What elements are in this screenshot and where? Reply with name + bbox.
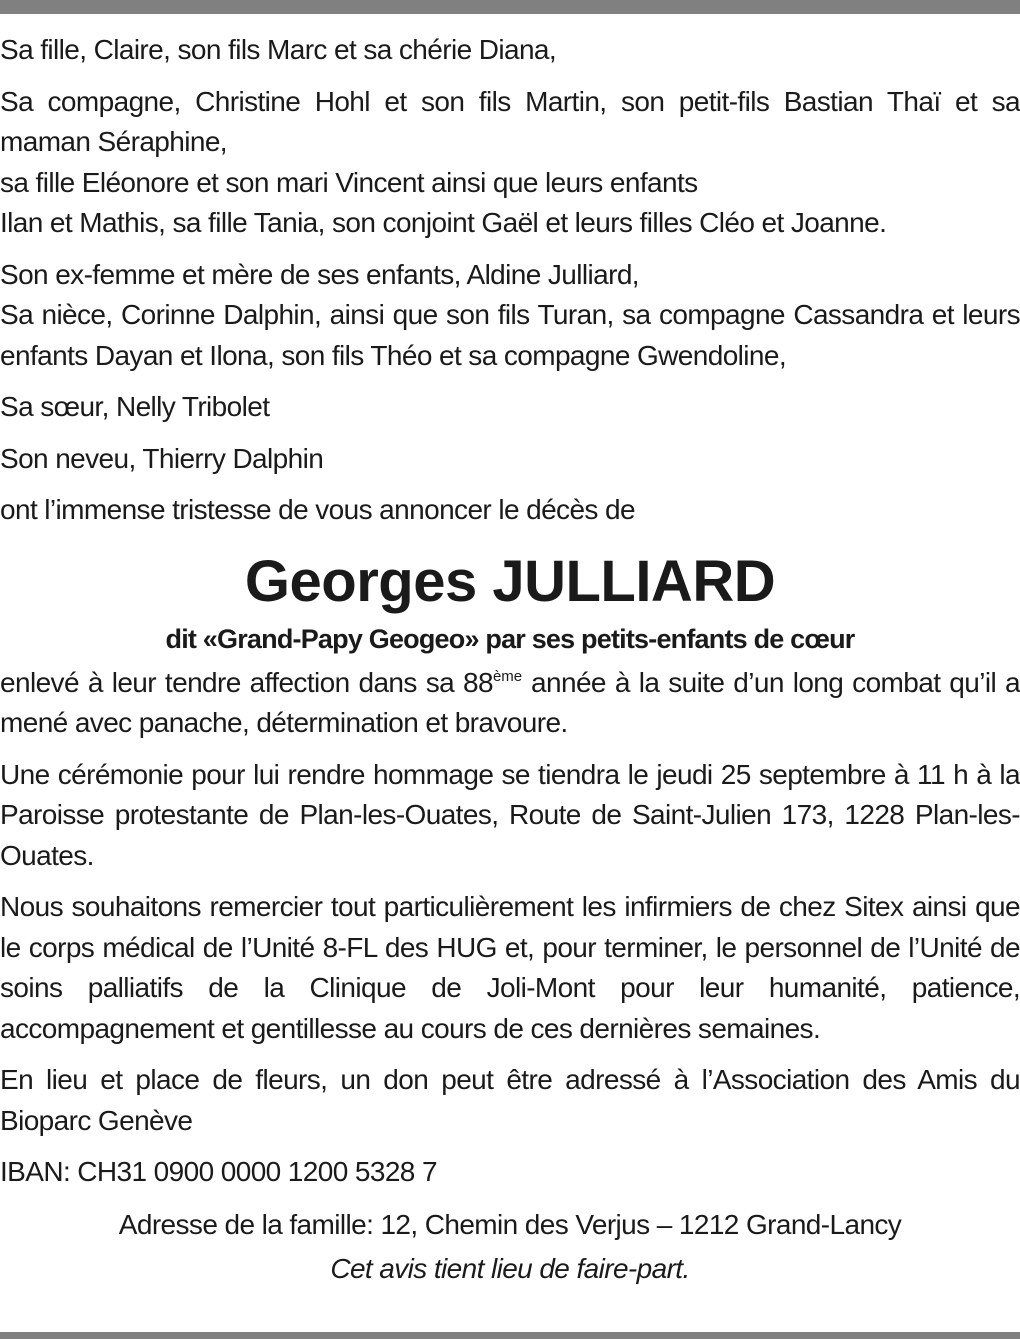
ceremony-paragraph: Une cérémonie pour lui rendre hommage se tiendra le jeudi 25 septembre à 11 h à la Paroisse protestante de Plan-les-Ouates, Route de Saint-Julien 173, 1228 Plan-les-Ouates.	[0, 758, 1020, 871]
passing-text-before: enlevé à leur tendre affection dans sa 88	[0, 666, 493, 698]
relatives-line-nephew: Son neveu, Thierry Dalphin	[0, 442, 324, 474]
donation-paragraph: En lieu et place de fleurs, un don peut être adressé à l’Association des Amis du Bioparc Genève	[0, 1064, 1020, 1136]
relatives-line-ex-wife: Son ex-femme et mère de ses enfants, Aldine Julliard,	[0, 258, 639, 290]
passing-text-after: année à la suite d’un long combat qu’il a mené avec panache, détermination et bravoure.	[0, 666, 1020, 738]
footer-note: Cet avis tient lieu de faire-part.	[330, 1253, 690, 1284]
top-divider	[0, 0, 1020, 14]
passing-paragraph	[0, 663, 1020, 744]
obituary-notice	[0, 30, 1020, 1301]
relatives-line-niece: Sa nièce, Corinne Dalphin, ainsi que son fils Turan, sa compagne Cassandra et leurs enfants Dayan et Ilona, son fils Théo et sa compagne Gwendoline,	[0, 299, 1020, 371]
deceased-nickname: dit «Grand-Papy Geogeo» par ses petits-enfants de cœur	[165, 623, 855, 654]
announcement-intro: ont l’immense tristesse de vous annoncer le décès de	[0, 494, 635, 525]
relatives-line-daughter-eleonore: sa fille Eléonore et son mari Vincent ainsi que leurs enfants	[0, 166, 698, 198]
iban: IBAN: CH31 0900 0000 1200 5328 7	[0, 1156, 437, 1187]
ordinal-superscript: ème	[492, 667, 523, 685]
relatives-line-grandchildren: Ilan et Mathis, sa fille Tania, son conjoint Gaël et leurs filles Cléo et Joanne.	[0, 207, 887, 238]
relatives-line-companion: Sa compagne, Christine Hohl et son fils Martin, son petit-fils Bastian Thaï et sa maman Séraphine,	[0, 85, 1020, 157]
deceased-name: Georges JULLIARD	[244, 548, 776, 614]
family-address: Adresse de la famille: 12, Chemin des Verjus – 1212 Grand-Lancy	[118, 1208, 902, 1240]
relatives-line-children: Sa fille, Claire, son fils Marc et sa chérie Diana,	[0, 34, 557, 65]
relatives-line-sister: Sa sœur, Nelly Tribolet	[0, 391, 270, 422]
thanks-paragraph: Nous souhaitons remercier tout particulièrement les infirmiers de chez Sitex ainsi que le corps médical de l’Unité 8-FL des HUG et, pour terminer, le personnel de l’Unité de soins palliatifs de la Clinique de Joli-Mont pour leur humanité, patience, accompagnement et gentillesse au cours de ces dernières semaines.	[0, 891, 1020, 1044]
bottom-divider	[0, 1332, 1020, 1339]
